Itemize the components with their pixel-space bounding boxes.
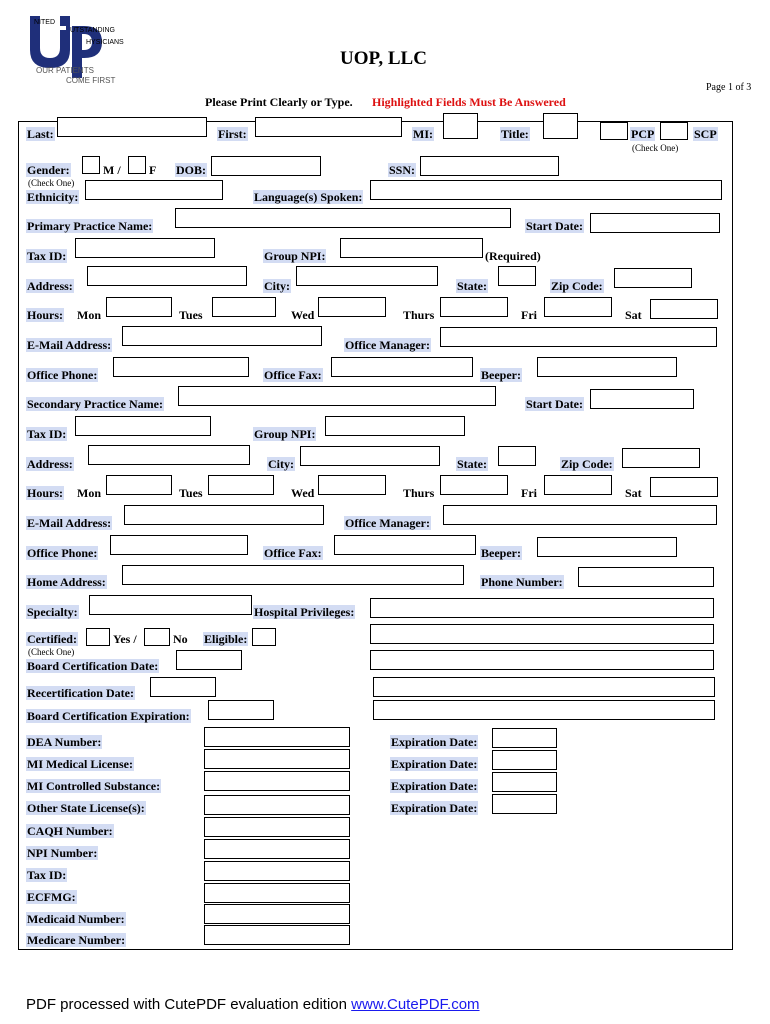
footer-link[interactable]: www.CutePDF.com (351, 996, 480, 1013)
secondary-office-phone-field[interactable] (110, 535, 248, 555)
mi-field[interactable] (443, 113, 478, 139)
logo-tagline-2: COME FIRST (66, 76, 116, 85)
primary-mon-label: Mon (77, 308, 101, 322)
eligible-checkbox[interactable] (252, 628, 276, 646)
primary-beeper-field[interactable] (537, 357, 677, 377)
logo-word-1: NITED (34, 19, 55, 26)
medicaid-number-label: Medicaid Number: (27, 912, 125, 926)
footer-text: PDF processed with CutePDF evaluation edition (26, 996, 352, 1013)
primary-state-field[interactable] (498, 266, 536, 286)
secondary-zip-label: Zip Code: (561, 457, 613, 471)
secondary-wed-label: Wed (291, 486, 315, 500)
first-name-field[interactable] (255, 117, 402, 137)
secondary-state-field[interactable] (498, 446, 536, 466)
secondary-group-npi-label: Group NPI: (254, 427, 316, 441)
languages-field[interactable] (370, 180, 722, 200)
dea-expiration-label: Expiration Date: (391, 735, 478, 749)
npi-number-field[interactable] (204, 839, 350, 859)
secondary-state-label: State: (457, 457, 487, 471)
license-tax-id-field[interactable] (204, 861, 350, 881)
secondary-tues-label: Tues (179, 486, 203, 500)
secondary-address-label: Address: (27, 457, 73, 471)
secondary-office-manager-label: Office Manager: (345, 516, 430, 530)
other-state-license-label: Other State License(s): (27, 801, 145, 815)
mi-label: MI: (413, 127, 433, 141)
specialty-field[interactable] (89, 595, 252, 615)
primary-address-field[interactable] (87, 266, 247, 286)
dea-expiration-field[interactable] (492, 728, 557, 748)
ethnicity-field[interactable] (85, 180, 223, 200)
secondary-mon-label: Mon (77, 486, 101, 500)
secondary-fri-label: Fri (521, 486, 537, 500)
primary-tax-id-label: Tax ID: (27, 249, 67, 263)
other-state-expiration-field[interactable] (492, 794, 557, 814)
certified-no-label: No (173, 632, 188, 646)
secondary-wed-field[interactable] (318, 475, 386, 495)
required-notice: Highlighted Fields Must Be Answered (372, 95, 566, 109)
primary-tues-field[interactable] (212, 297, 276, 317)
primary-group-npi-field[interactable] (340, 238, 483, 258)
pcp-label: PCP (631, 127, 655, 141)
hospital-privileges-field-3[interactable] (370, 650, 714, 670)
hospital-privileges-field-5[interactable] (373, 700, 715, 720)
title-field[interactable] (543, 113, 578, 139)
medicaid-number-field[interactable] (204, 904, 350, 924)
secondary-office-phone-label: Office Phone: (27, 546, 98, 560)
ecfmg-label: ECFMG: (27, 890, 76, 904)
primary-mon-field[interactable] (106, 297, 172, 317)
secondary-thurs-field[interactable] (440, 475, 508, 495)
secondary-practice-name-label: Secondary Practice Name: (27, 397, 163, 411)
dea-number-label: DEA Number: (27, 735, 102, 749)
secondary-address-field[interactable] (88, 445, 250, 465)
primary-office-manager-field[interactable] (440, 327, 717, 347)
secondary-zip-field[interactable] (622, 448, 700, 468)
mi-medical-expiration-field[interactable] (492, 750, 557, 770)
languages-label: Language(s) Spoken: (254, 190, 363, 204)
gender-female-label: F (149, 163, 157, 177)
secondary-city-field[interactable] (300, 446, 440, 466)
secondary-city-label: City: (268, 457, 294, 471)
secondary-sat-field[interactable] (650, 477, 718, 497)
phone-number-field[interactable] (578, 567, 714, 587)
board-cert-date-label: Board Certification Date: (27, 659, 159, 673)
caqh-number-label: CAQH Number: (27, 824, 113, 838)
certified-label: Certified: (27, 632, 77, 646)
primary-wed-field[interactable] (318, 297, 386, 317)
ecfmg-field[interactable] (204, 883, 350, 903)
board-cert-date-field[interactable] (176, 650, 242, 670)
primary-sat-field[interactable] (650, 299, 718, 319)
primary-group-npi-label: Group NPI: (264, 249, 326, 263)
secondary-sat-label: Sat (625, 486, 642, 500)
dob-label: DOB: (176, 163, 206, 177)
secondary-start-date-field[interactable] (590, 389, 694, 409)
group-npi-required-note: (Required) (485, 249, 541, 263)
mi-controlled-substance-field[interactable] (204, 771, 350, 791)
scp-checkbox[interactable] (660, 122, 688, 140)
instruction-text: Please Print Clearly or Type. (205, 95, 353, 109)
secondary-email-field[interactable] (124, 505, 324, 525)
ssn-field[interactable] (420, 156, 559, 176)
primary-fri-label: Fri (521, 308, 537, 322)
footer-note (26, 996, 480, 1013)
primary-practice-name-field[interactable] (175, 208, 511, 228)
secondary-practice-name-field[interactable] (178, 386, 496, 406)
primary-city-label: City: (264, 279, 290, 293)
secondary-mon-field[interactable] (106, 475, 172, 495)
board-cert-exp-field[interactable] (208, 700, 274, 720)
ethnicity-label: Ethnicity: (27, 190, 79, 204)
gender-male-checkbox[interactable] (82, 156, 100, 174)
primary-beeper-label: Beeper: (481, 368, 521, 382)
mi-controlled-expiration-label: Expiration Date: (391, 779, 478, 793)
secondary-group-npi-field[interactable] (325, 416, 465, 436)
certified-yes-checkbox[interactable] (86, 628, 110, 646)
secondary-office-fax-label: Office Fax: (264, 546, 322, 560)
gender-label: Gender: (27, 163, 70, 177)
logo-word-2: UTSTANDING (70, 27, 115, 34)
eligible-label: Eligible: (204, 632, 248, 646)
primary-thurs-field[interactable] (440, 297, 508, 317)
primary-fri-field[interactable] (544, 297, 612, 317)
mi-medical-expiration-label: Expiration Date: (391, 757, 478, 771)
other-state-license-field[interactable] (204, 795, 350, 815)
secondary-email-label: E-Mail Address: (27, 516, 112, 530)
secondary-office-manager-field[interactable] (443, 505, 717, 525)
certified-no-checkbox[interactable] (144, 628, 170, 646)
primary-start-date-label: Start Date: (526, 219, 583, 233)
primary-email-label: E-Mail Address: (27, 338, 112, 352)
primary-tax-id-field[interactable] (75, 238, 215, 258)
primary-office-fax-label: Office Fax: (264, 368, 322, 382)
home-address-label: Home Address: (27, 575, 106, 589)
primary-address-label: Address: (27, 279, 73, 293)
page-title: UOP, LLC (340, 48, 427, 69)
ssn-label: SSN: (389, 163, 416, 177)
primary-email-field[interactable] (122, 326, 322, 346)
mi-controlled-substance-label: MI Controlled Substance: (27, 779, 161, 793)
hospital-privileges-field-4[interactable] (373, 677, 715, 697)
last-name-label: Last: (27, 127, 54, 141)
secondary-tax-id-field[interactable] (75, 416, 211, 436)
specialty-label: Specialty: (27, 605, 78, 619)
primary-zip-label: Zip Code: (551, 279, 603, 293)
license-tax-id-label: Tax ID: (27, 868, 67, 882)
primary-hours-label: Hours: (27, 308, 63, 322)
gender-female-checkbox[interactable] (128, 156, 146, 174)
medicare-number-field[interactable] (204, 925, 350, 945)
title-label: Title: (501, 127, 529, 141)
medicare-number-label: Medicare Number: (27, 933, 126, 947)
secondary-beeper-field[interactable] (537, 537, 677, 557)
certified-check-one-note: (Check One) (28, 647, 75, 657)
phone-number-label: Phone Number: (481, 575, 563, 589)
mi-controlled-expiration-field[interactable] (492, 772, 557, 792)
certified-yes-label: Yes / (113, 632, 137, 646)
primary-tues-label: Tues (179, 308, 203, 322)
dea-number-field[interactable] (204, 727, 350, 747)
hospital-privileges-field-1[interactable] (370, 598, 714, 618)
mi-medical-license-label: MI Medical License: (27, 757, 133, 771)
caqh-number-field[interactable] (204, 817, 350, 837)
primary-office-phone-label: Office Phone: (27, 368, 98, 382)
gender-male-label: M / (103, 163, 121, 177)
npi-number-label: NPI Number: (27, 846, 98, 860)
board-cert-exp-label: Board Certification Expiration: (27, 709, 190, 723)
recert-date-field[interactable] (150, 677, 216, 697)
secondary-tax-id-label: Tax ID: (27, 427, 67, 441)
secondary-thurs-label: Thurs (403, 486, 435, 500)
primary-zip-field[interactable] (614, 268, 692, 288)
secondary-fri-field[interactable] (544, 475, 612, 495)
primary-office-phone-field[interactable] (113, 357, 249, 377)
hospital-privileges-field-2[interactable] (370, 624, 714, 644)
primary-start-date-field[interactable] (590, 213, 720, 233)
logo-tagline-1: OUR PATIENTS (36, 66, 94, 75)
primary-thurs-label: Thurs (403, 308, 435, 322)
company-logo (26, 12, 136, 88)
secondary-tues-field[interactable] (208, 475, 274, 495)
first-name-label: First: (218, 127, 247, 141)
scp-label: SCP (694, 127, 717, 141)
secondary-start-date-label: Start Date: (526, 397, 583, 411)
home-address-field[interactable] (122, 565, 464, 585)
pcp-checkbox[interactable] (600, 122, 628, 140)
dob-field[interactable] (211, 156, 321, 176)
secondary-beeper-label: Beeper: (481, 546, 521, 560)
primary-city-field[interactable] (296, 266, 438, 286)
page-indicator: Page 1 of 3 (706, 82, 752, 93)
other-state-expiration-label: Expiration Date: (391, 801, 478, 815)
secondary-hours-label: Hours: (27, 486, 63, 500)
gender-check-one-note: (Check One) (28, 178, 75, 188)
primary-practice-name-label: Primary Practice Name: (27, 219, 153, 233)
mi-medical-license-field[interactable] (204, 749, 350, 769)
primary-office-manager-label: Office Manager: (345, 338, 430, 352)
recert-date-label: Recertification Date: (27, 686, 134, 700)
secondary-office-fax-field[interactable] (334, 535, 476, 555)
last-name-field[interactable] (57, 117, 207, 137)
primary-wed-label: Wed (291, 308, 315, 322)
title-check-one-note: (Check One) (632, 143, 679, 153)
primary-office-fax-field[interactable] (331, 357, 473, 377)
primary-sat-label: Sat (625, 308, 642, 322)
hospital-privileges-label: Hospital Privileges: (254, 605, 355, 619)
logo-word-3: HYSICIANS (86, 39, 124, 46)
primary-state-label: State: (457, 279, 487, 293)
